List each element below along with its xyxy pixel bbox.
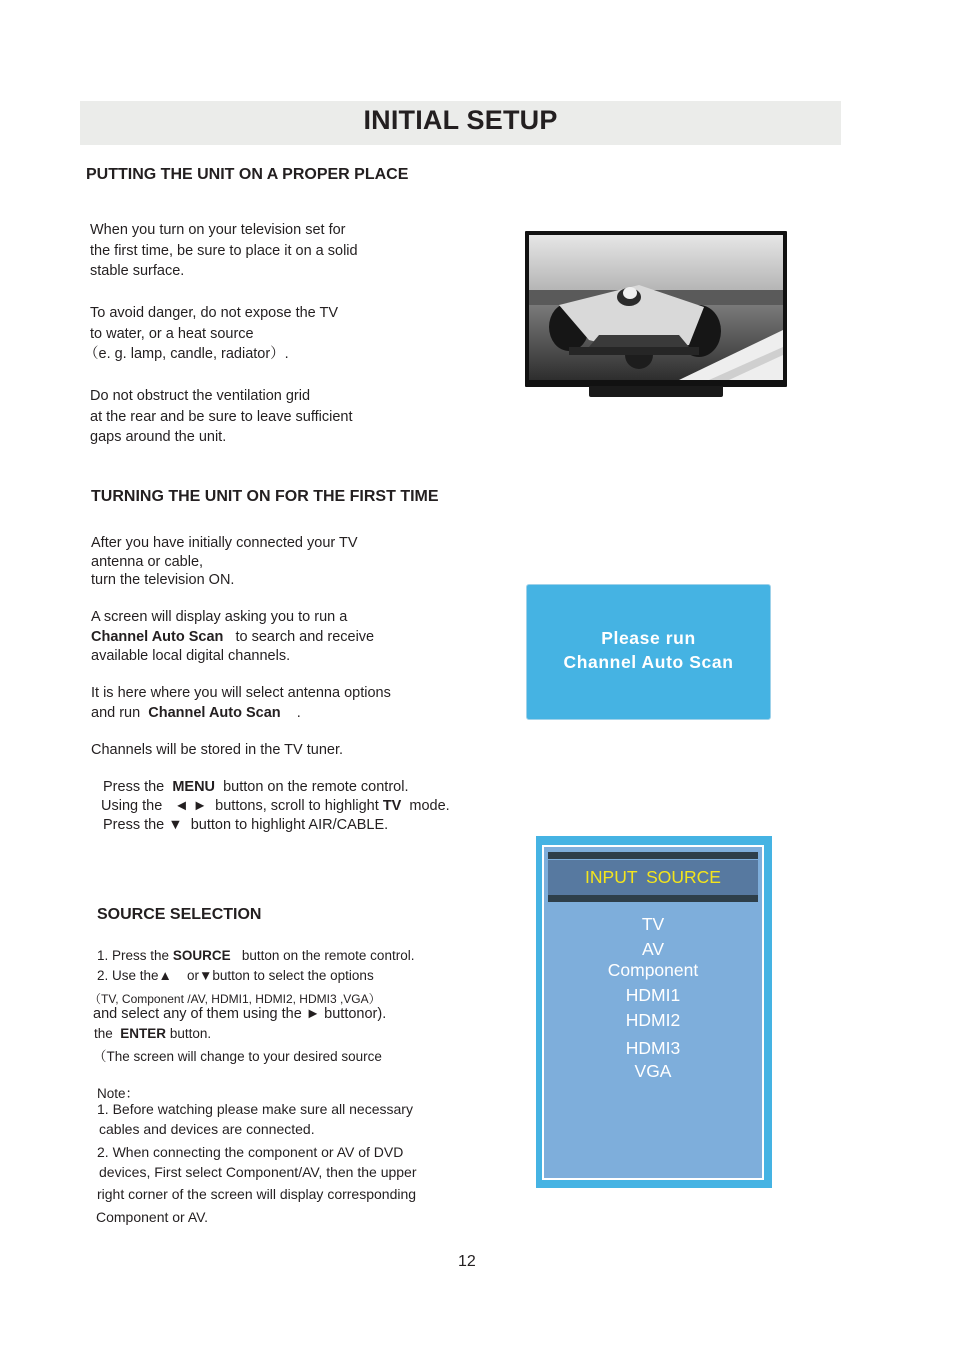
text-span: buttons, scroll to highlight [215, 798, 379, 814]
menu-item-hdmi3[interactable]: HDMI3 [625, 1038, 681, 1058]
text-line: Do not obstruct the ventilation grid [90, 388, 311, 404]
first-time-paragraph-4: Channels will be stored in the TV tuner. [91, 742, 344, 758]
down-arrow-icon: ▼ [198, 968, 213, 983]
left-right-arrow-icon: ◄ ► [174, 798, 208, 814]
menu-item-av[interactable]: AV [641, 939, 665, 959]
text-line: at the rear and be sure to leave sufficient [90, 408, 353, 425]
menu-divider [548, 895, 758, 902]
race-car-image [529, 235, 783, 380]
section-heading-source: SOURCE SELECTION [97, 906, 262, 923]
tv-screen-image [529, 235, 783, 380]
text-span: and run [91, 704, 141, 721]
text-line: the first time, be sure to place it on a solid [90, 242, 358, 259]
menu-header [548, 860, 758, 898]
text-span: the [94, 1026, 113, 1041]
text-line: gaps around the unit. [90, 429, 227, 445]
menu-item-vga[interactable]: VGA [634, 1061, 672, 1081]
text-line [91, 628, 374, 648]
text-span: Press the [103, 779, 165, 795]
text-span: Press the [103, 817, 165, 833]
down-arrow-icon: ▼ [168, 817, 183, 833]
first-time-paragraph-3 [91, 684, 391, 723]
text-line: （e. g. lamp, candle, radiator）. [84, 346, 289, 362]
text-span: or [186, 968, 199, 983]
text-span: to search and receive [235, 628, 375, 645]
text-span: button to select the options [212, 968, 374, 983]
text-span: Using the [101, 798, 163, 814]
text-span: button on the remote control. [241, 948, 415, 963]
enter-key-label: ENTER [120, 1026, 167, 1041]
text-line: It is here where you will select antenna options [91, 685, 391, 701]
text-line: right corner of the screen will display corresponding [97, 1186, 417, 1202]
text-line: turn the television ON. [91, 572, 235, 588]
up-arrow-icon: ▲ [158, 968, 172, 983]
source-step-2 [97, 968, 374, 983]
tv-stand [589, 386, 723, 397]
menu-item-component[interactable]: Component [607, 960, 699, 980]
input-source-menu [536, 836, 772, 1188]
step-line [103, 778, 450, 797]
note-1 [97, 1100, 413, 1139]
text-line: antenna or cable, [91, 553, 204, 570]
source-key-label: SOURCE [172, 948, 231, 963]
step-line [103, 816, 450, 835]
source-step-1 [97, 948, 414, 963]
page-number: 12 [458, 1253, 476, 1270]
first-time-steps [101, 778, 450, 835]
text-span: button to highlight AIR/CABLE. [190, 817, 389, 833]
text-span: button on the remote control. [223, 779, 409, 795]
text-span: 2. Use the [97, 968, 159, 983]
popup-line-2: Channel Auto Scan [563, 652, 734, 672]
tv-illustration [525, 231, 787, 387]
text-line: To avoid danger, do not expose the TV [90, 305, 339, 321]
text-span: 1. Press the [97, 948, 170, 963]
channel-scan-popup [526, 584, 771, 720]
note-2 [97, 1144, 417, 1225]
bold-term: Channel Auto Scan [91, 628, 224, 645]
menu-item-tv[interactable]: TV [641, 914, 665, 934]
section-heading-placement: PUTTING THE UNIT ON A PROPER PLACE [86, 166, 409, 183]
text-line: After you have initially connected your TV [91, 535, 358, 551]
text-line: cables and devices are connected. [99, 1120, 315, 1137]
placement-paragraph-2 [84, 303, 339, 365]
popup-line-1: Please run [601, 628, 696, 648]
menu-key-label: MENU [172, 779, 216, 795]
text-line: devices, First select Component/AV, then the upper [99, 1164, 417, 1180]
text-line: to water, or a heat source [90, 325, 254, 342]
input-source-panel [542, 845, 764, 1180]
menu-item-hdmi2[interactable]: HDMI2 [625, 1010, 681, 1030]
text-line: stable surface. [90, 263, 185, 279]
source-options-list: （TV, Component /AV, HDMI1, HDMI2, HDMI3 ,VGA） [89, 992, 381, 1006]
text-line: available local digital channels. [91, 648, 291, 664]
placement-paragraph-1 [90, 220, 358, 282]
page-title: INITIAL SETUP [363, 105, 558, 135]
text-line: 2. When connecting the component or AV of DVD [97, 1144, 404, 1160]
source-step-4 [94, 1026, 211, 1041]
title-bar [80, 101, 841, 145]
text-span: button. [169, 1026, 212, 1041]
placement-paragraph-3 [90, 386, 353, 448]
text-line: A screen will display asking you to run a [91, 609, 348, 625]
note-label: Note： [97, 1086, 140, 1101]
tv-mode-label: TV [382, 798, 402, 814]
text-span: mode. [409, 798, 450, 814]
step-line [101, 797, 450, 816]
menu-header-label: INPUT SOURCE [585, 867, 721, 887]
menu-divider [548, 852, 758, 859]
source-step-5: （The screen will change to your desired source [93, 1049, 382, 1064]
text-line: 1. Before watching please make sure all necessary [97, 1101, 413, 1117]
menu-item-hdmi1[interactable]: HDMI1 [625, 985, 681, 1005]
bold-term: Channel Auto Scan [148, 704, 281, 721]
text-line: When you turn on your television set for [90, 222, 346, 238]
text-span: . [296, 704, 301, 721]
text-line [91, 704, 391, 724]
section-heading-first-time: TURNING THE UNIT ON FOR THE FIRST TIME [91, 488, 439, 505]
first-time-paragraph-2 [91, 608, 374, 667]
source-step-3: and select any of them using the ► buttonor). [93, 1006, 387, 1022]
text-line: Component or AV. [96, 1209, 209, 1225]
first-time-paragraph-1 [91, 534, 358, 590]
